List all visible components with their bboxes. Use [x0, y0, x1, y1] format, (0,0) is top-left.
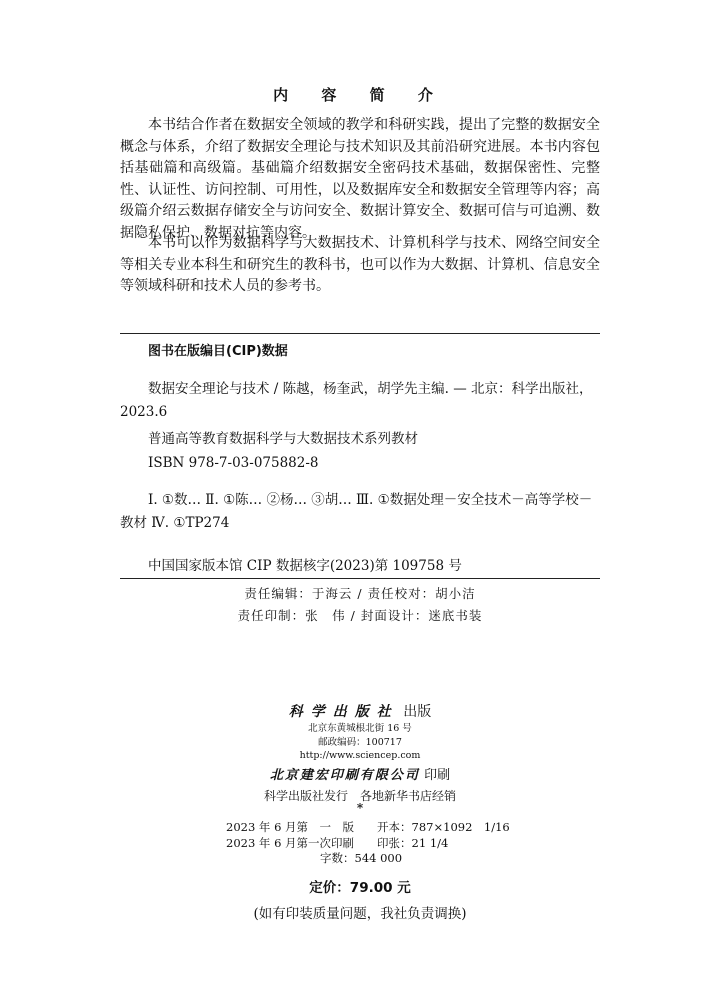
cip-title-line: 数据安全理论与技术 / 陈越，杨奎武，胡学先主编. — 北京：科学出版社，2023.6	[120, 381, 593, 420]
printer-line	[0, 764, 720, 783]
publisher-suffix: 出版	[403, 704, 432, 720]
distribution-line: 科学出版社发行 各地新华书店经销	[263, 789, 456, 803]
cip-top-divider	[120, 333, 600, 334]
page-title: 内 容 简 介	[273, 86, 447, 104]
cip-bottom-divider	[120, 578, 600, 579]
publisher-address-block	[0, 722, 720, 763]
publisher-line	[0, 701, 720, 721]
price: 定价：79.00 元	[309, 880, 411, 896]
publisher-postcode: 邮政编码：100717	[318, 736, 402, 748]
edition-spec: 2023 年 6 月第 一 版 开本：787×1092 1/16	[226, 820, 510, 834]
summary-paragraph-2: 本书可以作为数据科学与大数据技术、计算机科学与技术、网络空间安全等相关专业本科生和研究生的教科书，也可以作为大数据、计算机、信息安全等领域科研和技术人员的参考书。	[120, 235, 600, 294]
editor-credits: 责任编辑：于海云 / 责任校对：胡小洁	[244, 586, 476, 601]
publisher-website: http://www.sciencep.com	[299, 750, 421, 761]
cip-series: 普通高等教育数据科学与大数据技术系列教材	[148, 431, 418, 447]
printing-spec: 2023 年 6 月第一次印刷 印张：21 1/4	[226, 836, 449, 850]
quality-notice: (如有印装质量问题，我社负责调换)	[253, 906, 467, 922]
word-count: 字数：544 000	[320, 851, 403, 865]
cip-classification: Ⅰ. ①数… Ⅱ. ①陈… ②杨… ③胡… Ⅲ. ①数据处理－安全技术－高等学校－教材 Ⅳ. ①TP274	[120, 492, 593, 531]
printer-name: 北京建宏印刷有限公司	[269, 768, 420, 783]
summary-paragraph-1: 本书结合作者在数据安全领域的教学和科研实践，提出了完整的数据安全概念与体系，介绍了数据安全理论与技术知识及其前沿研究进展。本书内容包括基础篇和高级篇。基础篇介绍数据安全密码技术基础，数据保密性、完整性、认证性、访问控制、可用性，以及数据库安全和数据安全管理等内容；高级篇介绍云数据存储安全与访问安全、数据计算安全、数据可信与可追溯、数据隐私保护、数据对抗等内容。	[120, 117, 600, 241]
production-credits: 责任印制：张 伟 / 封面设计：迷底书装	[237, 608, 483, 623]
printer-suffix: 印刷	[424, 768, 451, 783]
publisher-address: 北京东黄城根北街 16 号	[308, 723, 412, 734]
separator-star: *	[356, 801, 364, 815]
cip-heading: 图书在版编目(CIP)数据	[148, 344, 288, 359]
cip-record-number: 中国国家版本馆 CIP 数据核字(2023)第 109758 号	[148, 558, 462, 574]
cip-isbn: ISBN 978-7-03-075882-8	[148, 455, 319, 471]
publisher-name: 科学出版社	[288, 704, 399, 720]
